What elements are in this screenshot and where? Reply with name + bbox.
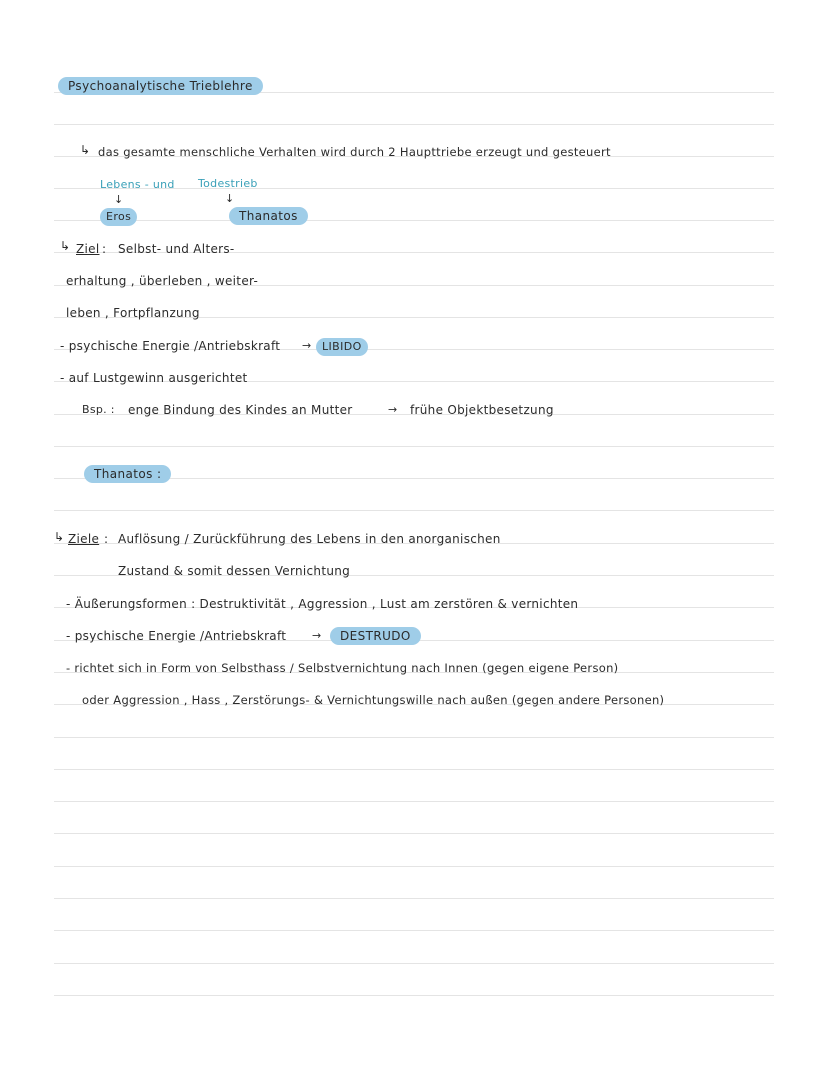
thanatos-energy-text: - psychische Energie /Antriebskraft [66,629,287,643]
pleasure-text: - auf Lustgewinn ausgerichtet [60,371,248,385]
arrow-right-icon: → [312,629,322,642]
eros-goal-line-2: erhaltung , überleben , weiter- [66,274,259,288]
libido-badge: LIBIDO [316,338,368,356]
direction-line-2: oder Aggression , Hass , Zerstörungs- & Vernichtungswille nach außen (gegen andere Personen) [82,693,665,707]
eros-goal-line-3: leben , Fortpflanzung [66,306,200,320]
eros-goal-line-1: Selbst- und Alters- [118,242,235,256]
example-label: Bsp. : [82,403,115,416]
example-result: frühe Objektbesetzung [410,403,554,417]
goals-label: Ziele [68,532,100,546]
thanatos-heading-text: Thanatos [94,467,153,481]
goals-colon: : [104,532,109,546]
direction-line-1: - richtet sich in Form von Selbsthass / Selbstvernichtung nach Innen (gegen eigene Person) [66,661,619,675]
death-drive-label: Todestrieb [198,177,258,190]
thanatos-goal-line-1: Auflösung / Zurückführung des Lebens in den anorganischen [118,532,501,546]
arrow-right-icon: → [302,339,312,352]
life-drive-label: Lebens - und [100,178,175,191]
rule-line [54,220,774,221]
thanatos-heading-colon: : [156,467,162,481]
rule-line [54,833,774,834]
intro-text: das gesamte menschliche Verhalten wird durch 2 Haupttriebe erzeugt und gesteuert [98,145,611,159]
eros-energy-text: - psychische Energie /Antriebskraft [60,339,281,353]
thanatos-heading [84,465,171,483]
rule-line [54,995,774,996]
rule-line [54,124,774,125]
eros-badge: Eros [100,208,137,226]
arrow-right-icon: → [388,403,398,416]
goal-label: Ziel [76,242,100,256]
rule-line [54,801,774,802]
thanatos-goal-line-2: Zustand & somit dessen Vernichtung [118,564,351,578]
down-arrow-icon: ↓ [225,192,235,205]
destrudo-badge: DESTRUDO [330,627,421,645]
example-text: enge Bindung des Kindes an Mutter [128,403,353,417]
rule-line [54,769,774,770]
rule-line [54,963,774,964]
intro-arrow-icon: ↳ [80,143,91,157]
goal-arrow-icon: ↳ [60,239,71,253]
goals-arrow-icon: ↳ [54,530,65,544]
rule-line [54,898,774,899]
page-title: Psychoanalytische Trieblehre [58,77,263,95]
rule-line [54,510,774,511]
expression-forms-text: - Äußerungsformen : Destruktivität , Aggression , Lust am zerstören & vernichten [66,597,579,611]
rule-line [54,930,774,931]
rule-line [54,866,774,867]
thanatos-badge: Thanatos [229,207,308,225]
goal-colon: : [102,242,107,256]
rule-line [54,737,774,738]
down-arrow-icon: ↓ [114,193,124,206]
rule-line [54,446,774,447]
